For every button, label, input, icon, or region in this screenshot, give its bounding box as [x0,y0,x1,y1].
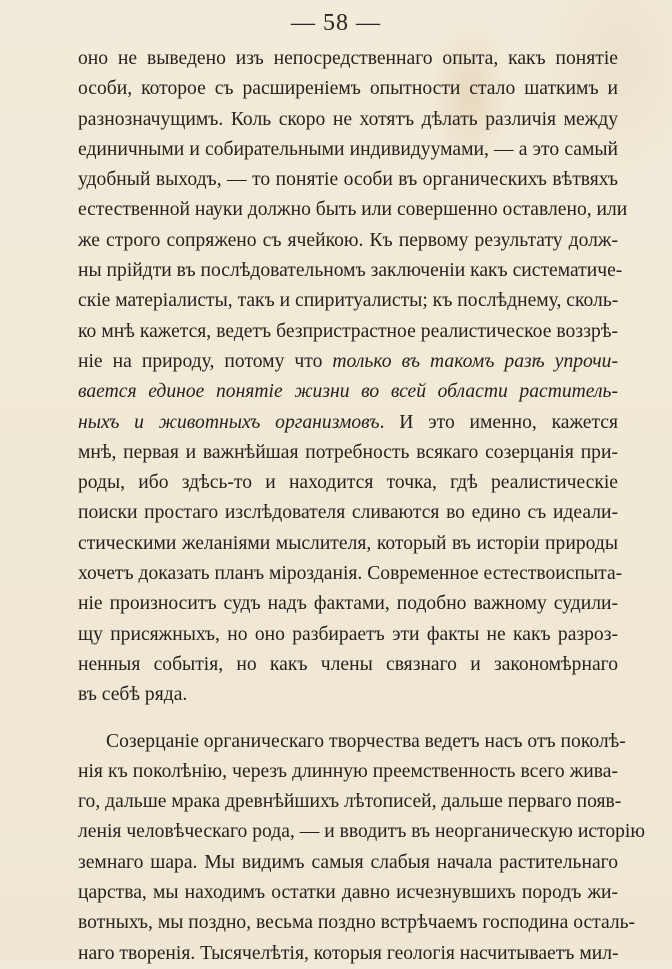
text-line: въ себѣ ряда. [78,684,188,706]
text-line: наго творенія. Тысячелѣтія, которыя геологія насчитываетъ мил- [78,942,619,964]
body-text [78,44,645,969]
text-line: ненныя событія, но какъ члены связнаго и закономѣрнаго [78,653,618,675]
text-line: ленія человѣческаго рода, — и вводитъ въ неорганическую исторію [78,821,645,843]
text-line: щу присяжныхъ, но оно разбираетъ эти факты не какъ разроз- [78,623,618,645]
text-line: естественной науки должно быть или совершенно оставлено, или [78,199,628,221]
text-line: удобный выходъ, — то понятіе особи въ органическихъ вѣтвяхъ [78,169,618,191]
text-line: хочетъ доказать планъ мірозданія. Современное естествоиспыта- [78,563,623,585]
page-number: — 58 — [291,10,381,36]
text-line-mixed [78,408,618,438]
text-line: ко мнѣ кажется, ведетъ безпристрастное реалистическое воззрѣ- [78,320,618,342]
paragraph-2 [78,727,645,969]
text-line: роды, ибо здѣсь-то и находится точка, гдѣ реалистическіе [78,472,618,494]
text-line: Созерцаніе органическаго творчества ведетъ насъ отъ поколѣ- [106,730,626,752]
text-line: ны прійдти въ послѣдовательномъ заключеніи какъ систематиче- [78,260,623,282]
paragraph-1 [78,44,628,711]
text-line: разнозначущимъ. Коль скоро не хотятъ дѣлать различія между [78,108,618,130]
text-line: стическими желаніями мыслителя, который въ исторіи природы [78,532,618,554]
text-line: го, дальше мрака древнѣйшихъ лѣтописей, дальше перваго появ- [78,791,622,813]
text-line: мнѣ, первая и важнѣйшая потребность всякаго созерцанія при- [78,441,618,463]
text-line: оно не выведено изъ непосредственнаго опыта, какъ понятіе [78,48,618,69]
text-segment: . И это именно, кажется [379,411,618,433]
text-line-mixed [78,347,618,377]
text-line: царства, мы находимъ остатки давно исчезнувшихъ породъ жи- [78,882,618,904]
text-line: поиски простаго изслѣдователя сливаются во едино съ идеали- [78,502,618,524]
text-line: единичными и собирательными индивидуумами, — а это самый [78,138,618,160]
text-line: земнаго шара. Мы видимъ самыя слабыя начала растительнаго [78,851,618,873]
text-line: ніе произноситъ судъ надъ фактами, подобно важному судили- [78,593,618,615]
text-line: вотныхъ, мы поздно, весьма поздно встрѣчаемъ господина осталь- [78,912,636,934]
text-segment: ніе на природу, потому что [78,350,333,372]
text-line: особи, которое съ расширеніемъ опытности стало шаткимъ и [78,78,618,100]
text-line: нія къ поколѣнію, черезъ длинную преемственность всего жива- [78,760,618,782]
italic-segment: только въ такомъ разѣ упрочи- [332,350,618,372]
italic-segment: ныхъ и животныхъ организмовъ [78,411,380,433]
text-line: скіе матеріалисты, такъ и спиритуалисты; къ послѣднему, сколь- [78,290,619,312]
italic-segment: вается единое понятіе жизни во всей области раститель- [78,381,618,403]
text-line-italic [78,377,618,407]
text-line: же строго сопряжено съ ячейкою. Къ первому результату долж- [78,229,618,251]
